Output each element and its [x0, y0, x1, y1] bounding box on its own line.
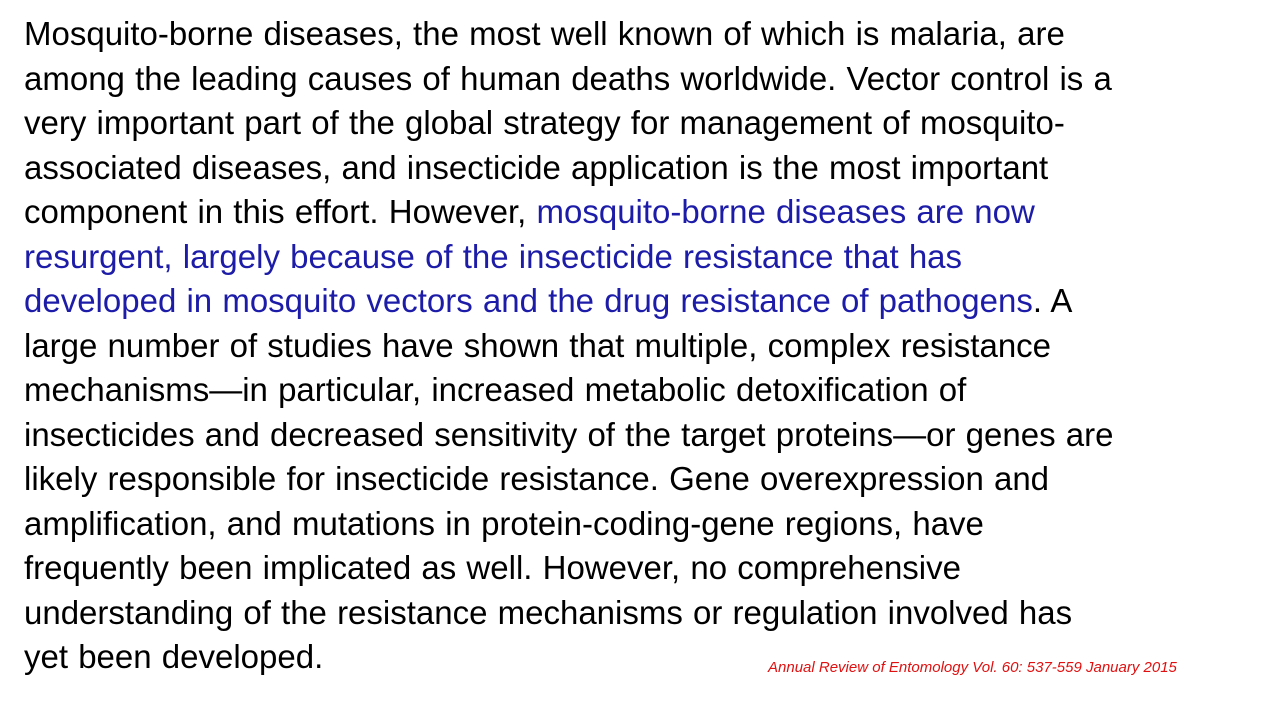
text-segment: insecticides and decreased sensitivity of the target proteins—or genes are — [24, 415, 1114, 453]
text-line — [24, 457, 1256, 502]
highlighted-text: developed in mosquito vectors and the drug resistance of pathogens — [24, 282, 1033, 319]
text-line — [24, 324, 1256, 369]
text-segment: . A — [1032, 282, 1073, 319]
text-line — [24, 57, 1256, 102]
text-line — [24, 591, 1256, 636]
text-line — [24, 12, 1256, 57]
highlighted-text: resurgent, largely because of the insecticide resistance that has — [24, 237, 963, 275]
text-segment: component in this effort. However, — [24, 193, 537, 230]
text-line — [24, 190, 1256, 235]
text-segment: large number of studies have shown that multiple, complex resistance — [24, 326, 1052, 364]
text-line — [24, 502, 1256, 547]
text-segment: likely responsible for insecticide resistance. Gene overexpression and — [24, 460, 1050, 497]
text-segment: yet been developed. — [24, 638, 324, 675]
text-line — [24, 235, 1256, 280]
text-line — [24, 413, 1256, 458]
text-segment: mechanisms—in particular, increased metabolic detoxification of — [24, 371, 967, 408]
text-line — [24, 101, 1256, 146]
highlighted-text: mosquito-borne diseases are now — [536, 193, 1035, 230]
citation: Annual Review of Entomology Vol. 60: 537-559 January 2015 — [768, 659, 1177, 676]
text-segment: amplification, and mutations in protein-coding-gene regions, have — [24, 504, 984, 542]
text-segment: understanding of the resistance mechanisms or regulation involved has — [24, 593, 1073, 631]
body-paragraph — [24, 12, 1256, 680]
text-segment: among the leading causes of human deaths worldwide. Vector control is a — [24, 59, 1112, 97]
text-segment: associated diseases, and insecticide application is the most important — [24, 148, 1049, 186]
text-segment: Mosquito-borne diseases, the most well known of which is malaria, are — [24, 15, 1065, 52]
text-line — [24, 146, 1256, 191]
text-line — [24, 279, 1256, 324]
text-line — [24, 546, 1256, 591]
text-line — [24, 368, 1256, 413]
text-segment: very important part of the global strategy for management of mosquito- — [24, 104, 1065, 141]
text-segment: frequently been implicated as well. However, no comprehensive — [24, 549, 961, 586]
